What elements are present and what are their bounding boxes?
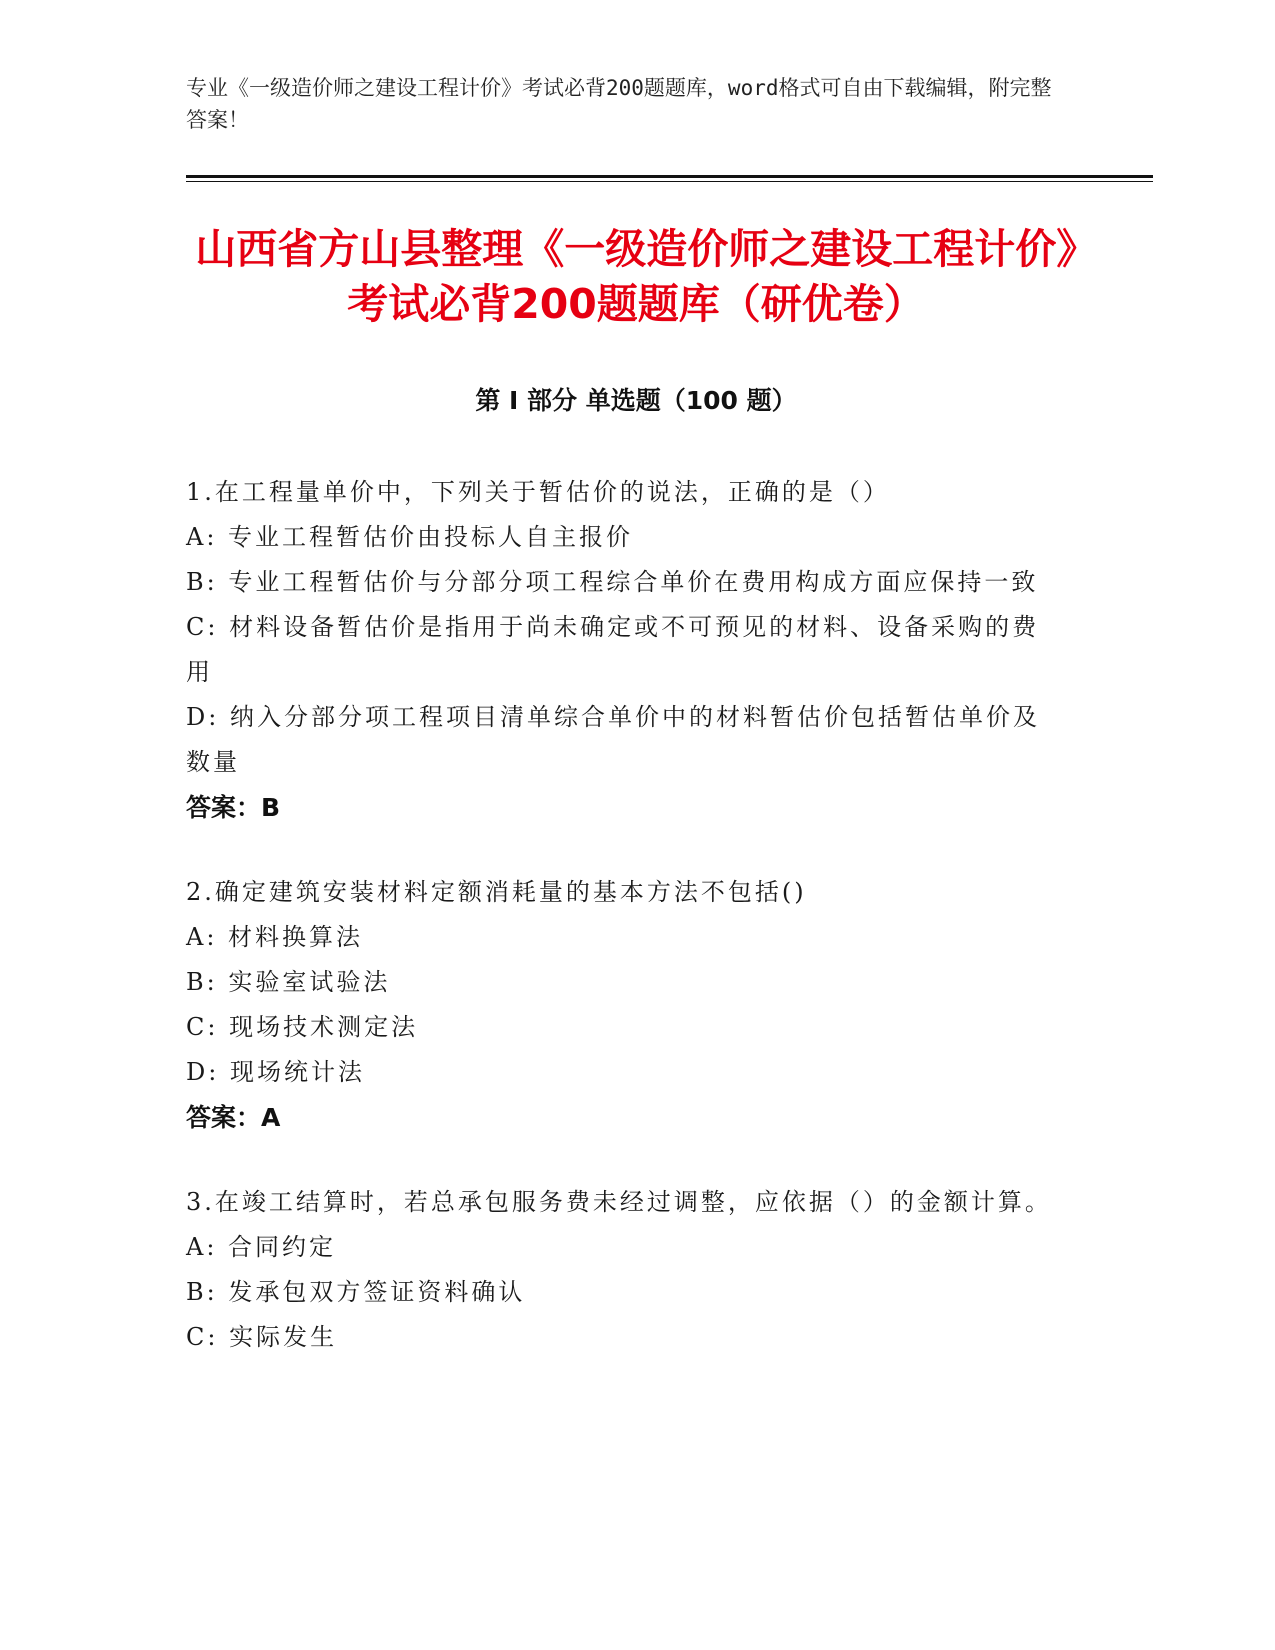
- option-b: B: 发承包双方签证资料确认: [186, 1278, 526, 1306]
- header-note: 专业《一级造价师之建设工程计价》考试必背200题题库，word格式可自由下载编辑，附完整答案！: [186, 76, 1052, 132]
- option-b: B: 实验室试验法: [186, 968, 391, 996]
- question-3: [186, 1180, 1066, 1360]
- header-divider-thick: [186, 175, 1153, 178]
- option-a: A: 合同约定: [186, 1233, 337, 1261]
- option-c: C: 实际发生: [186, 1323, 338, 1351]
- option-c: C: 材料设备暂估价是指用于尚未确定或不可预见的材料、设备采购的费用: [186, 613, 1040, 686]
- question-stem: 3.在竣工结算时，若总承包服务费未经过调整，应依据（）的金额计算。: [186, 1188, 1052, 1216]
- option-c: C: 现场技术测定法: [186, 1013, 419, 1041]
- question-stem: 2.确定建筑安装材料定额消耗量的基本方法不包括(): [186, 878, 807, 906]
- section-title: 第 I 部分 单选题（100 题）: [475, 386, 797, 415]
- option-a: A: 专业工程暂估价由投标人自主报价: [186, 523, 634, 551]
- question-list: [186, 470, 1066, 1400]
- option-a: A: 材料换算法: [186, 923, 364, 951]
- answer: 答案：B: [186, 793, 281, 822]
- document-title: 山西省方山县整理《一级造价师之建设工程计价》考试必背200题题库（研优卷）: [195, 225, 1077, 328]
- option-b: B: 专业工程暂估价与分部分项工程综合单价在费用构成方面应保持一致: [186, 568, 1039, 596]
- header-divider-thin: [186, 181, 1153, 182]
- option-d: D: 现场统计法: [186, 1058, 365, 1086]
- question-2: [186, 870, 1066, 1140]
- answer: 答案：A: [186, 1103, 281, 1132]
- question-stem: 1.在工程量单价中，下列关于暂估价的说法，正确的是（）: [186, 478, 890, 506]
- question-1: [186, 470, 1066, 830]
- option-d: D: 纳入分部分项工程项目清单综合单价中的材料暂估价包括暂估单价及数量: [186, 703, 1040, 776]
